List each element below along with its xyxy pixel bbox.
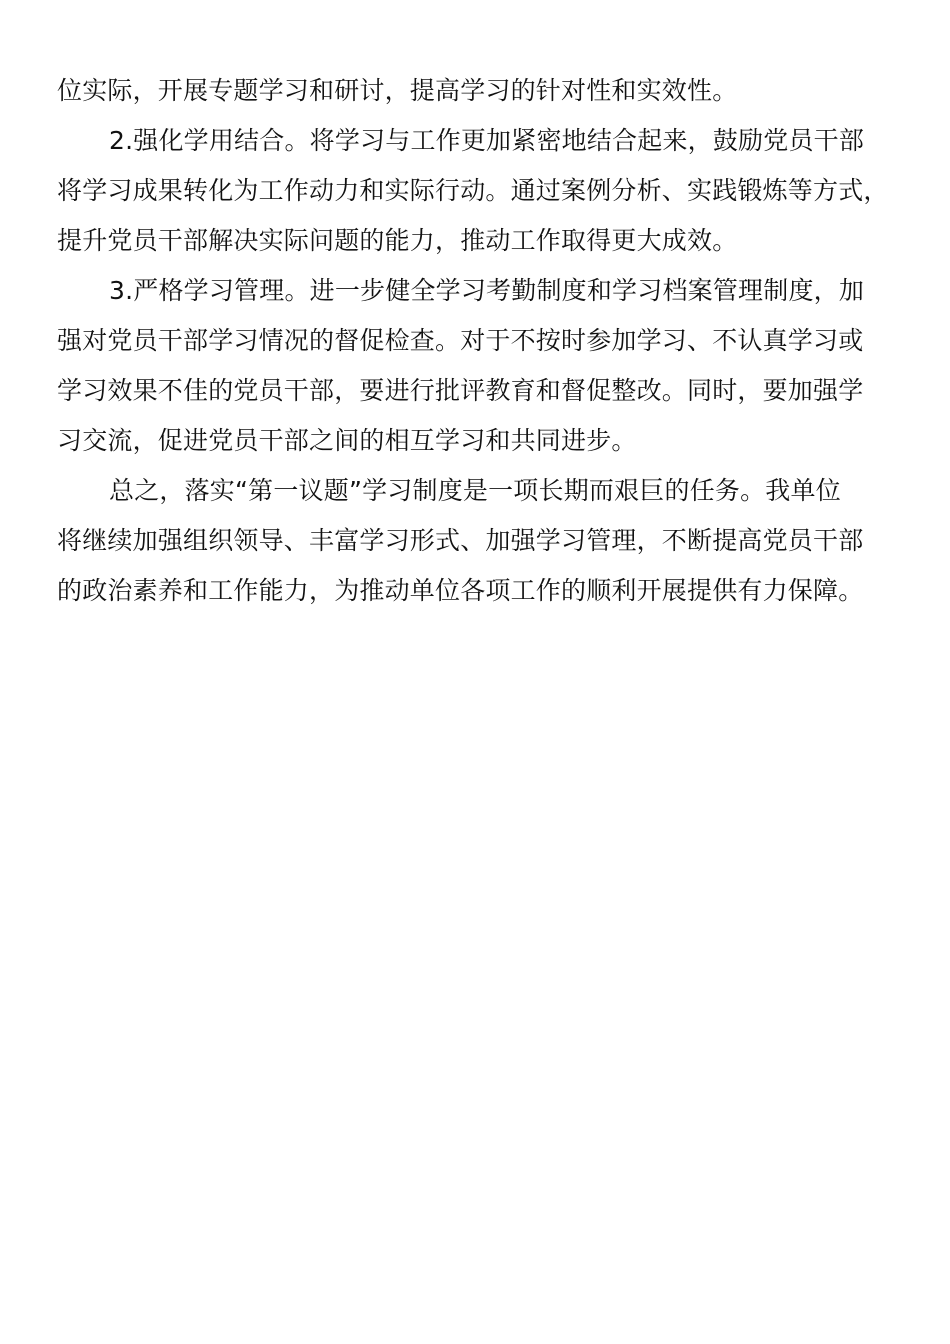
text-line: 的政治素养和工作能力，为推动单位各项工作的顺利开展提供有力保障。 — [57, 576, 864, 605]
text-line: 提升党员干部解决实际问题的能力，推动工作取得更大成效。 — [57, 226, 738, 255]
text-line: 总之，落实“第一议题”学习制度是一项长期而艰巨的任务。我单位 — [109, 476, 841, 505]
document-body — [57, 66, 897, 616]
text-line: 习交流，促进党员干部之间的相互学习和共同进步。 — [57, 426, 637, 455]
text-line: 位实际，开展专题学习和研讨，提高学习的针对性和实效性。 — [57, 76, 738, 105]
text-line: 2.强化学用结合。将学习与工作更加紧密地结合起来，鼓励党员干部 — [109, 126, 865, 155]
text-line: 强对党员干部学习情况的督促检查。对于不按时参加学习、不认真学习或 — [57, 326, 864, 355]
text-line: 3.严格学习管理。进一步健全学习考勤制度和学习档案管理制度，加 — [109, 276, 865, 305]
text-line: 学习效果不佳的党员干部，要进行批评教育和督促整改。同时，要加强学 — [57, 376, 864, 405]
text-line: 将学习成果转化为工作动力和实际行动。通过案例分析、实践锻炼等方式， — [57, 176, 889, 205]
text-line: 将继续加强组织领导、丰富学习形式、加强学习管理，不断提高党员干部 — [57, 526, 864, 555]
